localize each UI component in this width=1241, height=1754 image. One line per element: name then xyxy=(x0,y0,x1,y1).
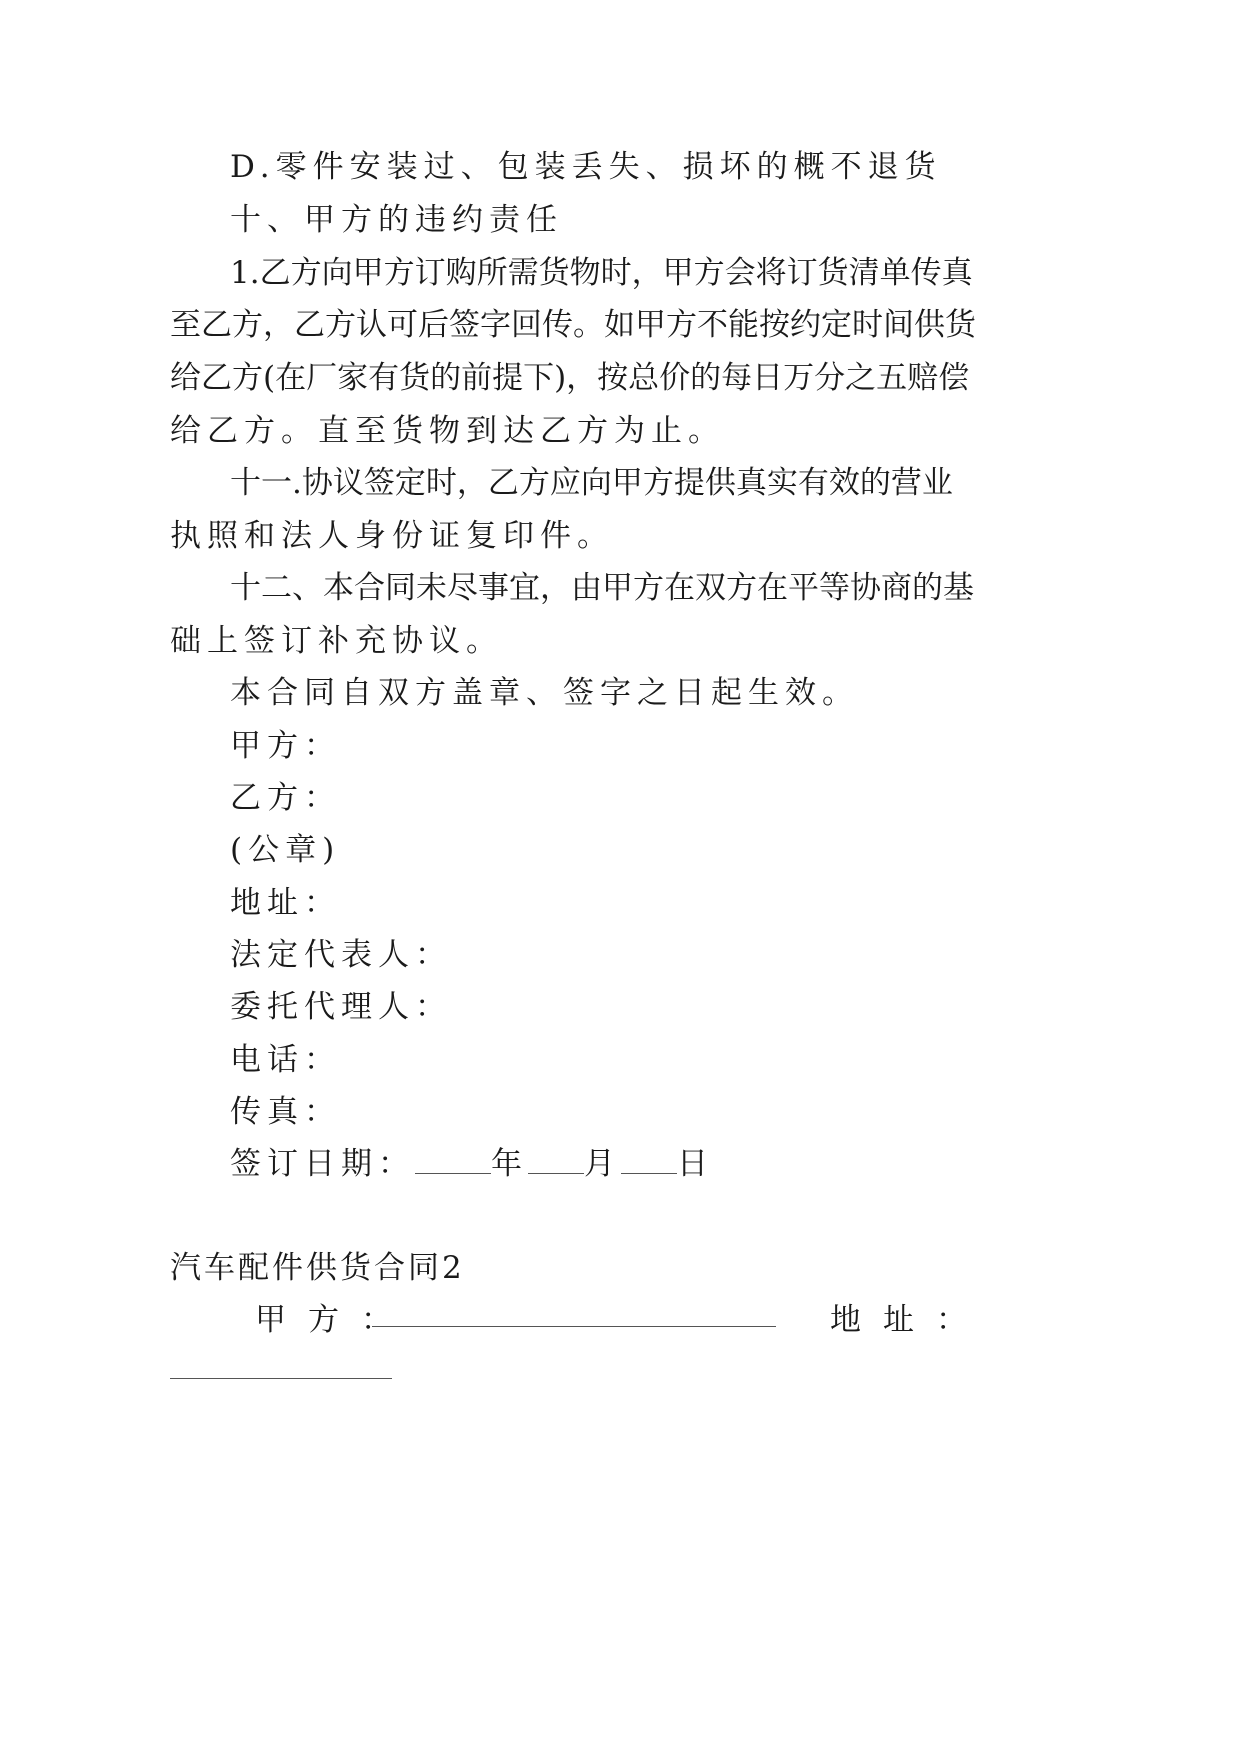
effective-clause: 本合同自双方盖章、签字之日起生效。 xyxy=(230,675,859,711)
day-label: 日 xyxy=(677,1146,714,1182)
legal-representative-label: 法定代表人： xyxy=(230,937,452,973)
second-party-a-label: 甲方： xyxy=(255,1302,414,1338)
seal-label: (公章) xyxy=(230,832,341,868)
second-address-label: 地址： xyxy=(830,1302,989,1338)
party-a-blank xyxy=(372,1300,776,1327)
sign-date-label: 签订日期： xyxy=(230,1146,415,1182)
month-blank xyxy=(528,1147,584,1174)
sign-date-row xyxy=(230,1144,714,1184)
clause-10-heading: 十、甲方的违约责任 xyxy=(230,202,563,238)
clause-11-line-2: 执照和法人身份证复印件。 xyxy=(170,518,614,554)
fax-label: 传真： xyxy=(230,1094,341,1130)
month-label: 月 xyxy=(584,1146,621,1182)
party-b-label: 乙方： xyxy=(230,780,341,816)
day-blank xyxy=(621,1147,677,1174)
year-label: 年 xyxy=(491,1146,528,1182)
address-blank xyxy=(170,1352,392,1379)
phone-label: 电话： xyxy=(230,1042,341,1078)
clause-12-line-2: 础上签订补充协议。 xyxy=(170,623,503,659)
clause-11-line-1: 十一.协议签定时，乙方应向甲方提供真实有效的营业 xyxy=(230,465,953,501)
clause-10-1-line-2: 至乙方，乙方认可后签字回传。如甲方不能按约定时间供货 xyxy=(170,307,976,343)
clause-12-line-1: 十二、本合同未尽事宜，由甲方在双方在平等协商的基 xyxy=(230,570,974,606)
clause-10-1-line-3: 给乙方(在厂家有货的前提下)，按总价的每日万分之五赔偿 xyxy=(170,360,970,396)
second-contract-title: 汽车配件供货合同2 xyxy=(170,1250,465,1286)
party-a-label: 甲方： xyxy=(230,728,341,764)
clause-9-d: D.零件安装过、包装丢失、损坏的概不退货 xyxy=(230,149,942,185)
address-label: 地址： xyxy=(230,885,341,921)
year-blank xyxy=(415,1147,491,1174)
clause-10-1-line-4: 给乙方。直至货物到达乙方为止。 xyxy=(170,413,725,449)
clause-10-1-line-1: 1.乙方向甲方订购所需货物时，甲方会将订货清单传真 xyxy=(230,255,973,291)
authorized-agent-label: 委托代理人： xyxy=(230,989,452,1025)
